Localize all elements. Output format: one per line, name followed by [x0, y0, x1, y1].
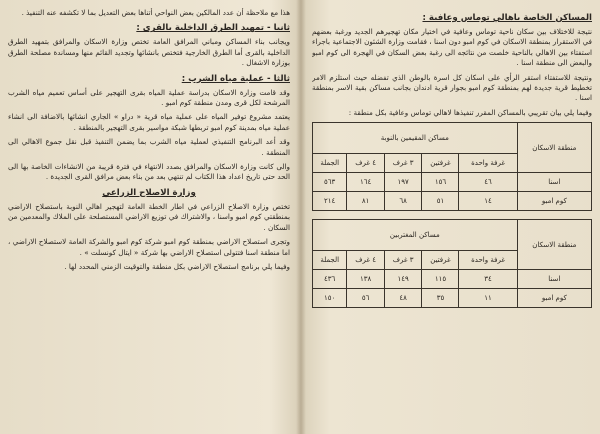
table-cell: ٦٨	[384, 192, 422, 211]
col-4rooms-header: ٤ غرف	[347, 251, 385, 270]
table-row	[313, 192, 592, 211]
col-3rooms-header: ٣ غرف	[384, 251, 422, 270]
expatriates-housing-table	[312, 219, 592, 308]
water-heading: ثالثا - عملية مياه الشرب :	[181, 73, 290, 84]
table-cell: كوم امبو	[517, 192, 591, 211]
book-gutter	[296, 0, 306, 434]
left-page	[8, 8, 290, 428]
water-paragraph-1: وقد قامت وزارة الاسكان بدراسة عملية المياه بقرى التهجير على أساس تعميم مياه الشرب المرشحة لكل قرى ومدن منطقة كوم امبو .	[8, 87, 290, 108]
agri-heading: وزارة الاصلاح الزراعي	[102, 187, 196, 198]
table-cell: ٤٨	[384, 289, 422, 308]
table-cell: كوم امبو	[517, 289, 591, 308]
col-1room-header: غرفة واحدة	[459, 251, 517, 270]
table-cell: ١٥٦	[422, 173, 459, 192]
agri-paragraph-1: تختص وزارة الاصلاح الزراعي في اطار الخطة العامة لتهجير اهالي النوبة باستصلاح الاراضي بمنطقتي كوم امبو واسنا ، والاشتراك في توزيع الاراضي المستصلحة على الملاك والمعدمين من السكان .	[8, 201, 290, 232]
table1-group-title: مساكن المقيمين بالنوبة	[313, 123, 518, 154]
table-cell: اسنا	[517, 270, 591, 289]
housing-paragraph-3: وفيما يلي بيان تقريبي بالمساكن المقرر تنفيذها لاهالي توماس وعافية بكل منطقة :	[348, 107, 592, 117]
table-cell: ٥٦٣	[313, 173, 347, 192]
col-total-header: الجملة	[313, 251, 347, 270]
housing-paragraph-2: ونتيجة للاستفتاء استقر الرأي على اسكان كل اسرة بالوطن الذي تفضله حيث استلزم الامر تخطيط قرية جديدة لهم بمنطقة كوم امبو بجوار قرية ادندان بجانب مساكن بقية الاسر بمنطقة اسنا .	[312, 72, 592, 103]
col-region-header: منطقة الاسكان	[517, 220, 591, 270]
col-total-header: الجملة	[313, 154, 347, 173]
col-2rooms-header: غرفتين	[422, 154, 459, 173]
col-region-header: منطقة الاسكان	[517, 123, 591, 173]
roads-paragraph: ويجانب بناء المساكن ومباني المرافق العامة تختص وزارة الاسكان والمرافق بتمهيد الطرق الداخلية بالقرى أما الطرق الخارجية فتختص بانشائها وتجديد القائم منها ومساندة مصلحة الطرق بوزارة الاشغال .	[8, 37, 290, 68]
table-cell: ٣٥	[422, 289, 459, 308]
right-page	[312, 8, 592, 428]
col-3rooms-header: ٣ غرف	[384, 154, 422, 173]
table-cell: ١٥٠	[313, 289, 347, 308]
table-cell: ١٤٩	[384, 270, 422, 289]
table-row	[313, 289, 592, 308]
water-paragraph-3: وقد أعد البرنامج التنفيذي لعملية مياه الشرب بما يضمن التنفيذ قبل نقل جموع الاهالي الى المنطقة .	[8, 137, 290, 157]
table-cell: ٤٣٦	[313, 270, 347, 289]
table-cell: ٢١٤	[313, 192, 347, 211]
table-cell: ٨١	[347, 192, 385, 211]
table-row	[313, 173, 592, 192]
table-cell: ٥٦	[347, 289, 385, 308]
table-cell: ٤٦	[459, 173, 517, 192]
table-row	[313, 270, 592, 289]
table-cell: اسنا	[517, 173, 591, 192]
housing-heading: المساكن الخاصة باهالي توماس وعافية :	[422, 13, 592, 23]
agri-paragraph-2: وتجرى استصلاح الاراضي بمنطقة كوم امبو شركة كوم امبو والشركة العامة لاستصلاح الاراضي ، اما منطقة اسنا فتتولى استصلاح الاراضي بها شركة « ايتال كونسلت » .	[8, 237, 290, 257]
intro-paragraph: هذا مع ملاحظة أن عدد المالكين بعض النواحي أتناها بعض التعديل بما لا تكشفه عنه التنفيذ .	[21, 8, 290, 17]
table-cell: ١٣٨	[347, 270, 385, 289]
table2-group-title: مساكن المغتربين	[313, 220, 518, 251]
table-cell: ١٤	[459, 192, 517, 211]
table-cell: ٥١	[422, 192, 459, 211]
agri-paragraph-3: وفيما يلي برنامج استصلاح الاراضي بكل منطقة والتوقيت الزمني المحدد لها .	[64, 261, 290, 271]
col-2rooms-header: غرفتين	[422, 251, 459, 270]
table-cell: ٣٤	[459, 270, 517, 289]
table-cell: ١١٥	[422, 270, 459, 289]
water-paragraph-2: يعتمد مشروع توفير المياه على عملية مياه قرية « دراو » الجاري انشائها بالاضافة الى انشاء عملية مياه بمدينة كوم امبو تربطها شبكة مواسير بقرى التهجير بالمنطقة .	[8, 112, 290, 132]
col-1room-header: غرفة واحدة	[459, 154, 517, 173]
housing-paragraph-1: نتيجة للاختلاف بين سكان ناحية توماس وعافية في اختيار مكان تهجيرهم الجديد ورغبة بعضهم في الاستقرار بمنطقة الاسكان في كوم امبو دون اسنا ، فقامت وزارة الشئون الاجتماعية باجراء استفتاء بين الاهالي بالناحية خلصت من نتائجه الى رغبة بعض السكان في الهجرة الى كوم امبو والبعض الى منطقة اسنا .	[312, 27, 592, 68]
table-cell: ١٦٤	[347, 173, 385, 192]
water-paragraph-4: والى كانت وزارة الاسكان والمرافق بصدد الانتهاء في فترة قريبة من الانشاءات الخاصة بها الى الحد حتى تاريخ اعداد هذا الكتاب لم تنتهي بعد من بناء بعض مرافق القرى الجديدة .	[8, 162, 290, 182]
col-4rooms-header: ٤ غرف	[347, 154, 385, 173]
residents-housing-table	[312, 122, 592, 211]
table-cell: ١٩٧	[384, 173, 422, 192]
table-cell: ١١	[459, 289, 517, 308]
roads-heading: ثانيا - تمهيد الطرق الداخلية بالقرى :	[136, 23, 290, 34]
